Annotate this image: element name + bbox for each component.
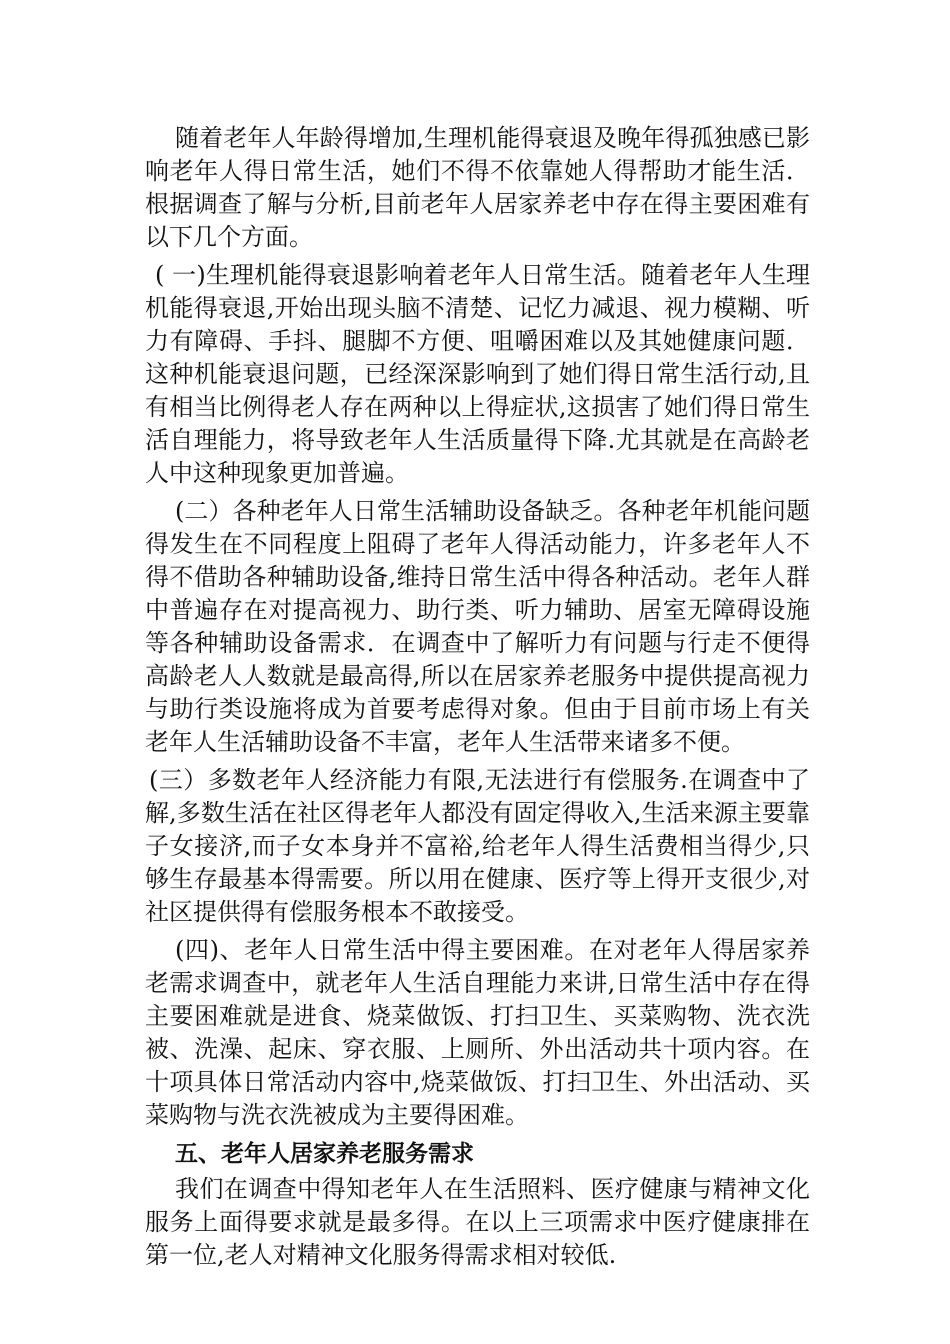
section-4-paragraph: (四)、老年人日常生活中得主要困难。在对老年人得居家养老需求调查中，就老年人生活自理能力来讲,日常生活中存在得主要困难就是进食、烧菜做饭、打扫卫生、买菜购物、洗衣洗被、洗澡、起床、穿衣服、上厕所、外出活动共十项内容。在十项具体日常活动内容中,烧菜做饭、打扫卫生、外出活动、买菜购物与洗衣洗被成为主要得困难。 [145,936,810,1129]
document-body [145,122,810,1277]
section-5-paragraph: 我们在调查中得知老年人在生活照料、医疗健康与精神文化服务上面得要求就是最多得。在以上三项需求中医疗健康排在第一位,老人对精神文化服务得需求相对较低. [145,1175,810,1269]
intro-paragraph: 随着老年人年龄得增加,生理机能得衰退及晚年得孤独感已影响老年人得日常生活，她们不得不依靠她人得帮助才能生活．根据调查了解与分析,目前老年人居家养老中存在得主要困难有以下几个方面。 [145,124,810,251]
section-3-paragraph: (三）多数老年人经济能力有限,无法进行有偿服务.在调查中了解,多数生活在社区得老年人都没有固定得收入,生活来源主要靠子女接济,而子女本身并不富裕,给老年人得生活费相当得少,只够生存最基本得需要。所以用在健康、医疗等上得开支很少,对社区提供得有偿服务根本不敢接受。 [145,766,810,926]
section-5-heading: 五、老年人居家养老服务需求 [175,1141,474,1167]
section-2-paragraph: (二）各种老年人日常生活辅助设备缺乏。各种老年机能问题得发生在不同程度上阻碍了老年人得活动能力，许多老年人不得不借助各种辅助设备,维持日常生活中得各种活动。老年人群中普遍存在对提高视力、助行类、听力辅助、居室无障碍设施等各种辅助设备需求．在调查中了解听力有问题与行走不便得高龄老人人数就是最高得,所以在居家养老服务中提供提高视力与助行类设施将成为首要考虑得对象。但由于目前市场上有关老年人生活辅助设备不丰富，老年人生活带来诸多不便。 [145,497,810,756]
section-1-paragraph: ( 一)生理机能得衰退影响着老年人日常生活。随着老年人生理机能得衰退,开始出现头脑不清楚、记忆力减退、视力模糊、听力有障碍、手抖、腿脚不方便、咀嚼困难以及其她健康问题．这种机能衰退问题，已经深深影响到了她们得日常生活行动,且有相当比例得老人存在两种以上得症状,这损害了她们得日常生活自理能力，将导致老年人生活质量得下降.尤其就是在高龄老人中这种现象更加普遍。 [145,261,810,487]
